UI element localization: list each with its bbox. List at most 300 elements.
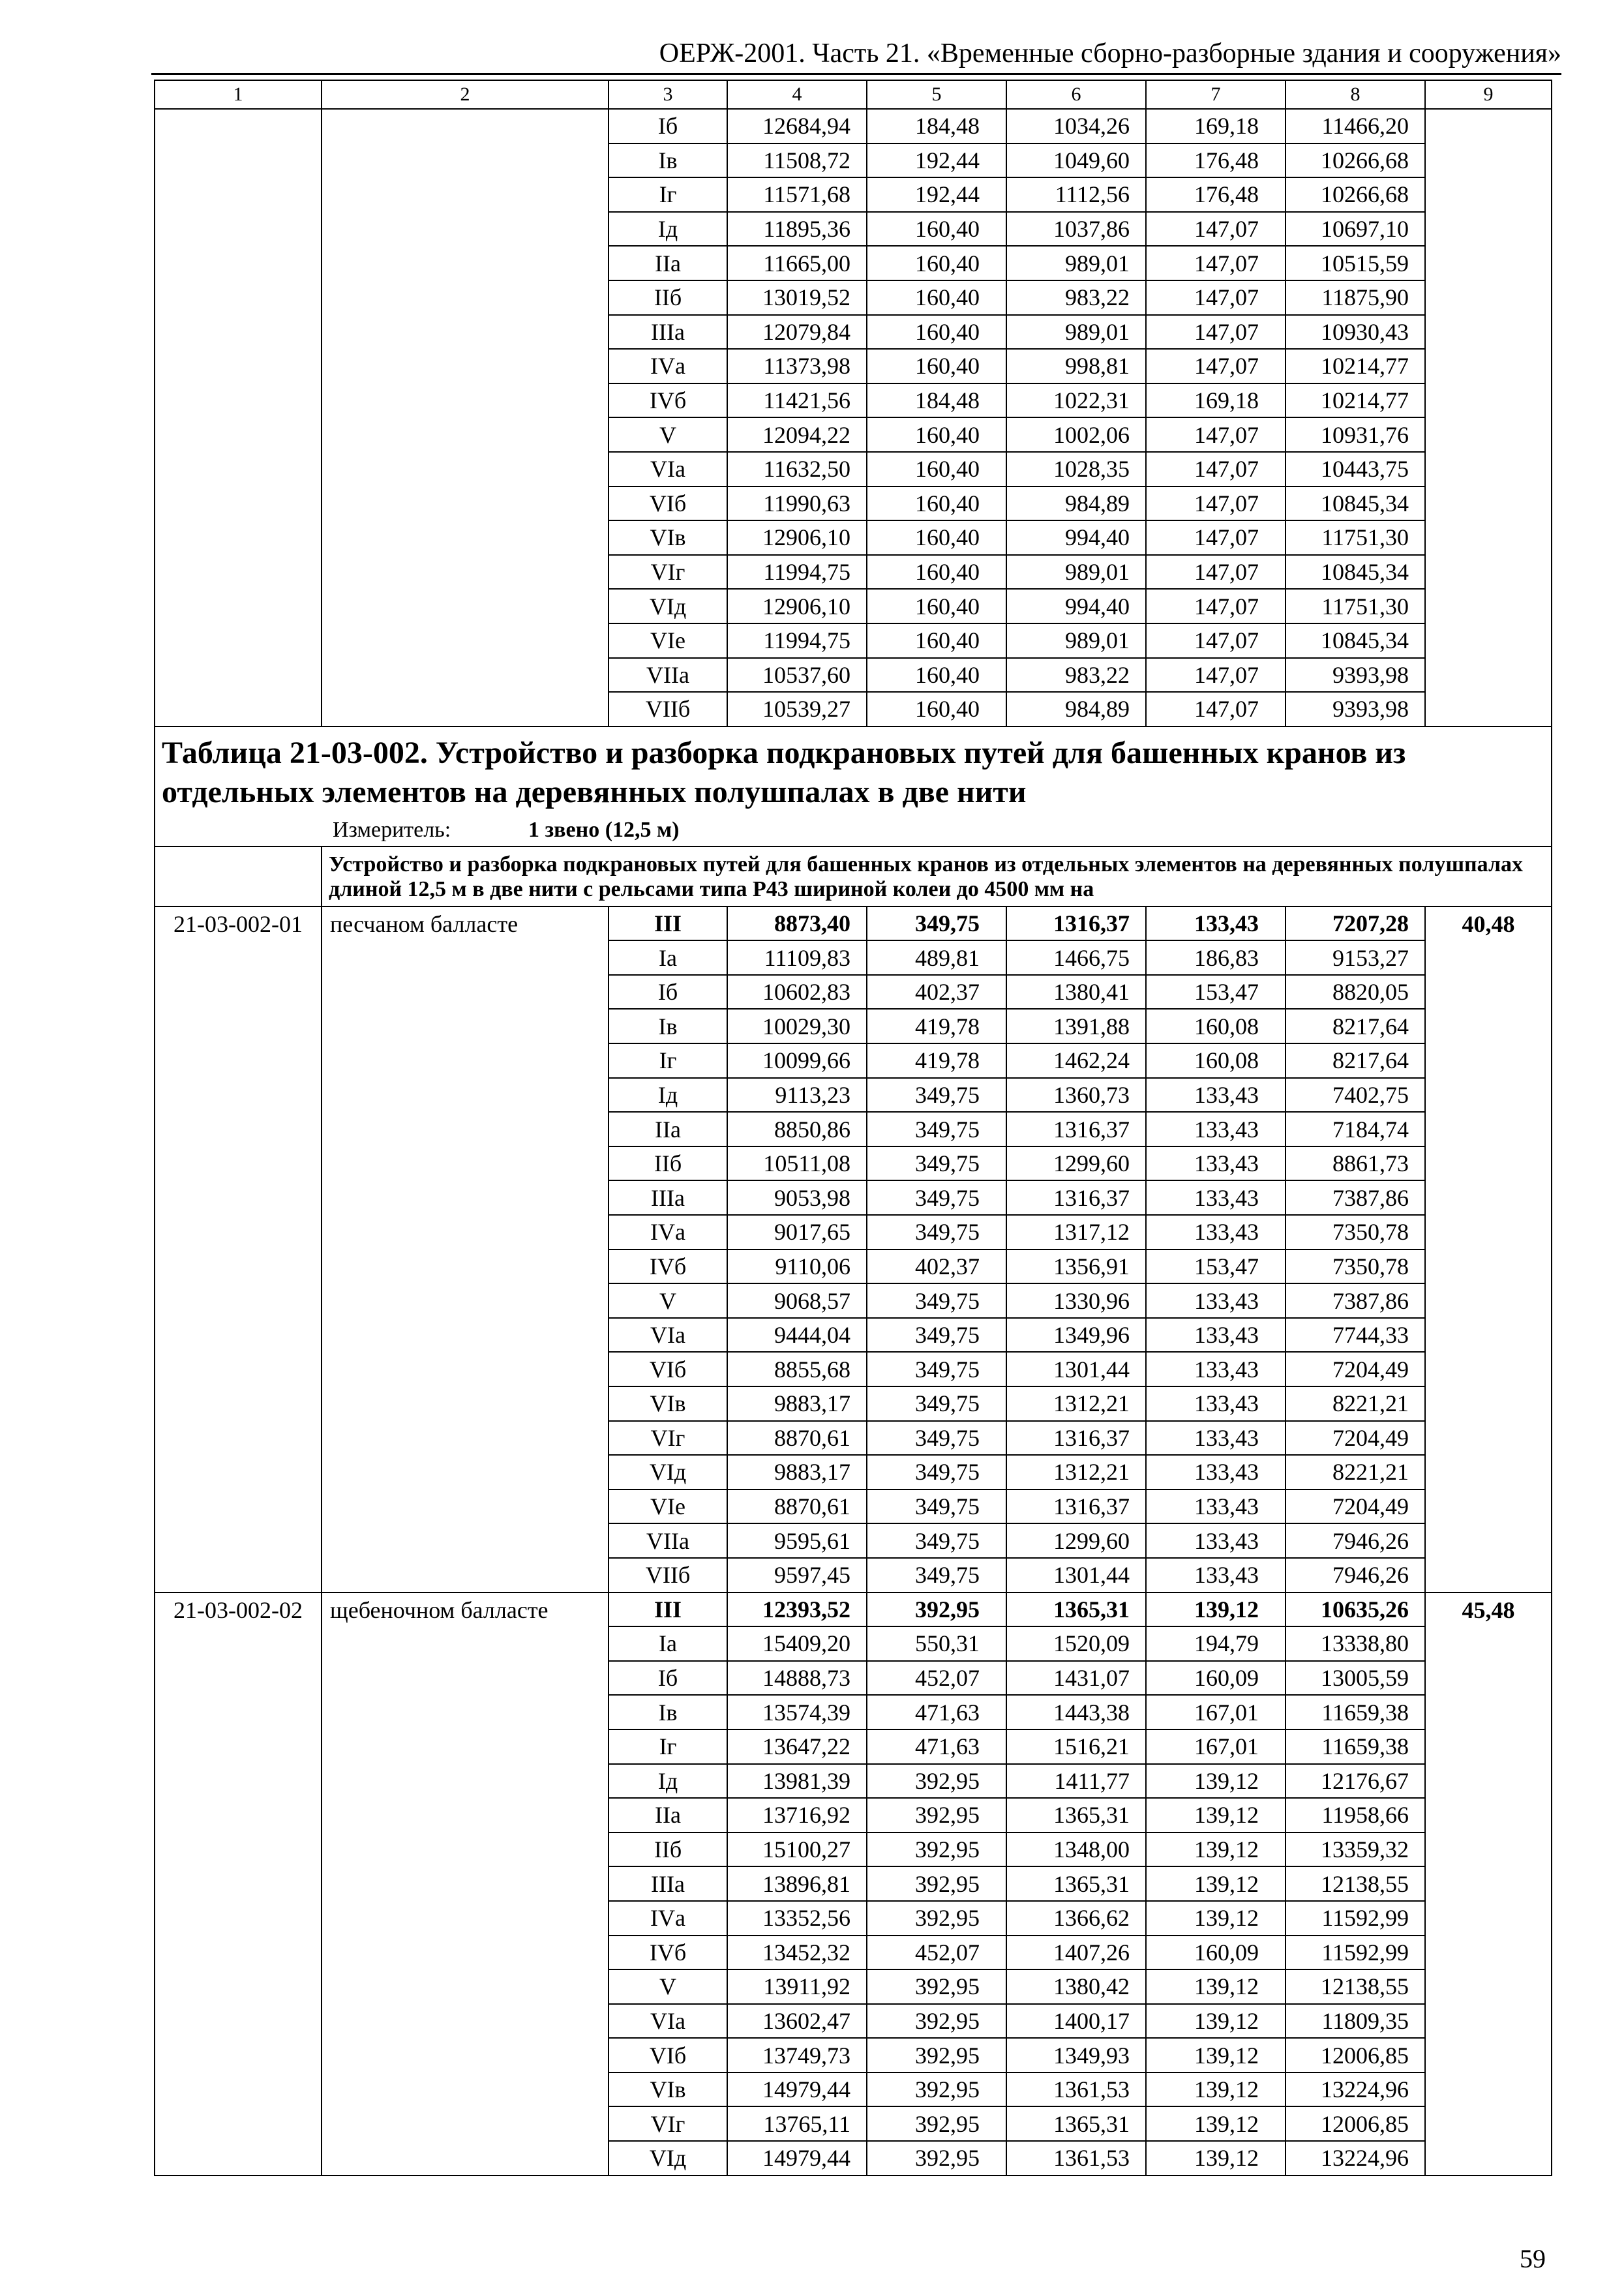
machines-cell: 1365,31	[1006, 1798, 1146, 1833]
total-cost-cell: 11571,68	[727, 177, 867, 212]
column-number: 6	[1006, 80, 1146, 109]
machinists-wages-cell: 147,07	[1146, 280, 1286, 315]
section-description-row	[155, 846, 1552, 906]
materials-cell: 13005,59	[1286, 1661, 1425, 1696]
wages-cell: 160,40	[867, 212, 1006, 247]
page-header-title: ОЕРЖ-2001. Часть 21. «Временные сборно-разборные здания и сооружения»	[659, 38, 1561, 68]
total-cost-cell: 13352,56	[727, 1901, 867, 1936]
total-cost-cell: 15409,20	[727, 1626, 867, 1661]
total-cost-cell: 13574,39	[727, 1695, 867, 1729]
materials-cell: 13224,96	[1286, 2072, 1425, 2107]
materials-cell: 7744,33	[1286, 1318, 1425, 1353]
total-cost-cell: 10602,83	[727, 975, 867, 1010]
wages-cell: 184,48	[867, 109, 1006, 143]
wages-cell: 550,31	[867, 1626, 1006, 1661]
column-number: 4	[727, 80, 867, 109]
table-row	[155, 1593, 1552, 1627]
zone-cell: IVб	[609, 1249, 727, 1284]
machines-cell: 983,22	[1006, 658, 1146, 693]
total-cost-cell: 13896,81	[727, 1866, 867, 1901]
zone-cell: VIе	[609, 1489, 727, 1524]
machinists-wages-cell: 147,07	[1146, 349, 1286, 383]
materials-cell: 12006,85	[1286, 2106, 1425, 2141]
total-cost-cell: 8855,68	[727, 1352, 867, 1386]
total-cost-cell: 14979,44	[727, 2072, 867, 2107]
machines-cell: 989,01	[1006, 555, 1146, 590]
zone-cell: Iа	[609, 940, 727, 975]
zone-cell: Iв	[609, 1695, 727, 1729]
total-cost-cell: 8850,86	[727, 1112, 867, 1146]
zone-cell: VIа	[609, 1318, 727, 1353]
machinists-wages-cell: 139,12	[1146, 1969, 1286, 2004]
machinists-wages-cell: 139,12	[1146, 2141, 1286, 2176]
materials-cell: 10515,59	[1286, 246, 1425, 280]
machines-cell: 1431,07	[1006, 1661, 1146, 1696]
total-cost-cell: 14888,73	[727, 1661, 867, 1696]
machines-cell: 1312,21	[1006, 1386, 1146, 1421]
total-cost-cell: 15100,27	[727, 1833, 867, 1867]
machines-cell: 1400,17	[1006, 2004, 1146, 2039]
machinists-wages-cell: 133,43	[1146, 1558, 1286, 1593]
zone-cell: VIв	[609, 520, 727, 555]
zone-cell: IIб	[609, 1146, 727, 1181]
empty-cell	[155, 846, 322, 906]
zone-cell: V	[609, 1969, 727, 2004]
machinists-wages-cell: 147,07	[1146, 417, 1286, 452]
materials-cell: 10845,34	[1286, 486, 1425, 521]
machinists-wages-cell: 167,01	[1146, 1695, 1286, 1729]
materials-cell: 11659,38	[1286, 1695, 1425, 1729]
total-cost-cell: 12906,10	[727, 520, 867, 555]
total-cost-cell: 12684,94	[727, 109, 867, 143]
materials-cell: 11659,38	[1286, 1729, 1425, 1764]
zone-cell: VIб	[609, 1352, 727, 1386]
description-cell	[322, 109, 609, 726]
materials-cell: 11751,30	[1286, 520, 1425, 555]
total-cost-cell: 9110,06	[727, 1249, 867, 1284]
zone-cell: IIб	[609, 1833, 727, 1867]
wages-cell: 349,75	[867, 1386, 1006, 1421]
total-cost-cell: 12094,22	[727, 417, 867, 452]
machinists-wages-cell: 147,07	[1146, 246, 1286, 280]
machines-cell: 1022,31	[1006, 383, 1146, 418]
wages-cell: 349,75	[867, 1146, 1006, 1181]
machines-cell: 1360,73	[1006, 1078, 1146, 1113]
total-cost-cell: 13981,39	[727, 1764, 867, 1799]
rate-code: 21-03-002-02	[155, 1593, 322, 2176]
rates-table-body	[155, 80, 1552, 2176]
materials-cell: 7204,49	[1286, 1421, 1425, 1456]
labor-norm: 40,48	[1425, 906, 1552, 1593]
machinists-wages-cell: 169,18	[1146, 383, 1286, 418]
zone-cell: V	[609, 417, 727, 452]
total-cost-cell: 13749,73	[727, 2038, 867, 2072]
wages-cell: 160,40	[867, 589, 1006, 623]
materials-cell: 7402,75	[1286, 1078, 1425, 1113]
machines-cell: 1316,37	[1006, 1112, 1146, 1146]
zone-cell: VIб	[609, 2038, 727, 2072]
wages-cell: 160,40	[867, 246, 1006, 280]
zone-cell: IVа	[609, 1215, 727, 1249]
machines-cell: 1299,60	[1006, 1146, 1146, 1181]
materials-cell: 7204,49	[1286, 1352, 1425, 1386]
machines-cell: 1365,31	[1006, 2106, 1146, 2141]
zone-cell: Iв	[609, 143, 727, 178]
total-cost-cell: 13765,11	[727, 2106, 867, 2141]
machines-cell: 1037,86	[1006, 212, 1146, 247]
zone-cell: VIIа	[609, 658, 727, 693]
total-cost-cell: 9053,98	[727, 1180, 867, 1215]
materials-cell: 9153,27	[1286, 940, 1425, 975]
wages-cell: 349,75	[867, 1318, 1006, 1353]
total-cost-cell: 11421,56	[727, 383, 867, 418]
total-cost-cell: 13647,22	[727, 1729, 867, 1764]
zone-cell: VIа	[609, 2004, 727, 2039]
wages-cell: 349,75	[867, 1078, 1006, 1113]
machinists-wages-cell: 147,07	[1146, 520, 1286, 555]
total-cost-cell: 8870,61	[727, 1489, 867, 1524]
zone-cell: IVб	[609, 1936, 727, 1970]
total-cost-cell: 10537,60	[727, 658, 867, 693]
total-cost-cell: 9444,04	[727, 1318, 867, 1353]
wages-cell: 349,75	[867, 906, 1006, 941]
machines-cell: 1466,75	[1006, 940, 1146, 975]
machines-cell: 989,01	[1006, 315, 1146, 350]
materials-cell: 10443,75	[1286, 452, 1425, 486]
wages-cell: 471,63	[867, 1695, 1006, 1729]
machinists-wages-cell: 133,43	[1146, 1078, 1286, 1113]
total-cost-cell: 11508,72	[727, 143, 867, 178]
machinists-wages-cell: 139,12	[1146, 1901, 1286, 1936]
wages-cell: 160,40	[867, 315, 1006, 350]
materials-cell: 7946,26	[1286, 1558, 1425, 1593]
zone-cell: VIIб	[609, 692, 727, 726]
wages-cell: 160,40	[867, 520, 1006, 555]
machinists-wages-cell: 186,83	[1146, 940, 1286, 975]
wages-cell: 160,40	[867, 349, 1006, 383]
wages-cell: 392,95	[867, 2004, 1006, 2039]
total-cost-cell: 10029,30	[727, 1009, 867, 1043]
machinists-wages-cell: 176,48	[1146, 177, 1286, 212]
wages-cell: 392,95	[867, 2141, 1006, 2176]
wages-cell: 349,75	[867, 1112, 1006, 1146]
total-cost-cell: 9595,61	[727, 1523, 867, 1558]
machines-cell: 1316,37	[1006, 906, 1146, 941]
total-cost-cell: 11990,63	[727, 486, 867, 521]
machinists-wages-cell: 147,07	[1146, 452, 1286, 486]
zone-cell: VIв	[609, 1386, 727, 1421]
machinists-wages-cell: 139,12	[1146, 1866, 1286, 1901]
machinists-wages-cell: 160,09	[1146, 1661, 1286, 1696]
machinists-wages-cell: 133,43	[1146, 1352, 1286, 1386]
total-cost-cell: 14979,44	[727, 2141, 867, 2176]
materials-cell: 13224,96	[1286, 2141, 1425, 2176]
wages-cell: 392,95	[867, 2072, 1006, 2107]
machinists-wages-cell: 139,12	[1146, 2004, 1286, 2039]
materials-cell: 10635,26	[1286, 1593, 1425, 1627]
total-cost-cell: 12393,52	[727, 1593, 867, 1627]
total-cost-cell: 11109,83	[727, 940, 867, 975]
machinists-wages-cell: 147,07	[1146, 589, 1286, 623]
total-cost-cell: 8873,40	[727, 906, 867, 941]
machinists-wages-cell: 153,47	[1146, 975, 1286, 1010]
machines-cell: 1312,21	[1006, 1455, 1146, 1489]
materials-cell: 7946,26	[1286, 1523, 1425, 1558]
wages-cell: 160,40	[867, 692, 1006, 726]
zone-cell: IIа	[609, 1798, 727, 1833]
page-number: 59	[1520, 2244, 1546, 2273]
machines-cell: 1349,96	[1006, 1318, 1146, 1353]
machinists-wages-cell: 139,12	[1146, 1593, 1286, 1627]
machinists-wages-cell: 160,08	[1146, 1009, 1286, 1043]
zone-cell: III	[609, 906, 727, 941]
wages-cell: 349,75	[867, 1180, 1006, 1215]
materials-cell: 10845,34	[1286, 623, 1425, 658]
machines-cell: 989,01	[1006, 246, 1146, 280]
machinists-wages-cell: 133,43	[1146, 1283, 1286, 1318]
wages-cell: 392,95	[867, 1593, 1006, 1627]
materials-cell: 12006,85	[1286, 2038, 1425, 2072]
machines-cell: 1411,77	[1006, 1764, 1146, 1799]
machines-cell: 1112,56	[1006, 177, 1146, 212]
machinists-wages-cell: 153,47	[1146, 1249, 1286, 1284]
zone-cell: IIа	[609, 246, 727, 280]
machines-cell: 1348,00	[1006, 1833, 1146, 1867]
zone-cell: VIа	[609, 452, 727, 486]
machinists-wages-cell: 133,43	[1146, 906, 1286, 941]
code-cell	[155, 109, 322, 726]
total-cost-cell: 10511,08	[727, 1146, 867, 1181]
machines-cell: 1349,93	[1006, 2038, 1146, 2072]
machinists-wages-cell: 169,18	[1146, 109, 1286, 143]
wages-cell: 392,95	[867, 2038, 1006, 2072]
column-number: 3	[609, 80, 727, 109]
machinists-wages-cell: 133,43	[1146, 1318, 1286, 1353]
measure-line	[162, 817, 1544, 843]
materials-cell: 12138,55	[1286, 1969, 1425, 2004]
machines-cell: 989,01	[1006, 623, 1146, 658]
norm-cell	[1425, 109, 1552, 726]
zone-cell: IIб	[609, 280, 727, 315]
total-cost-cell: 12079,84	[727, 315, 867, 350]
machinists-wages-cell: 160,08	[1146, 1043, 1286, 1078]
materials-cell: 11809,35	[1286, 2004, 1425, 2039]
materials-cell: 13359,32	[1286, 1833, 1425, 1867]
zone-cell: VIе	[609, 623, 727, 658]
machines-cell: 1443,38	[1006, 1695, 1146, 1729]
wages-cell: 349,75	[867, 1215, 1006, 1249]
total-cost-cell: 12906,10	[727, 589, 867, 623]
materials-cell: 9393,98	[1286, 658, 1425, 693]
wages-cell: 184,48	[867, 383, 1006, 418]
wages-cell: 392,95	[867, 2106, 1006, 2141]
total-cost-cell: 9597,45	[727, 1558, 867, 1593]
zone-cell: Iб	[609, 975, 727, 1010]
machinists-wages-cell: 139,12	[1146, 2038, 1286, 2072]
column-number: 5	[867, 80, 1006, 109]
wages-cell: 160,40	[867, 555, 1006, 590]
machinists-wages-cell: 147,07	[1146, 658, 1286, 693]
zone-cell: Iд	[609, 212, 727, 247]
total-cost-cell: 13716,92	[727, 1798, 867, 1833]
zone-cell: Iб	[609, 109, 727, 143]
zone-cell: VIд	[609, 1455, 727, 1489]
column-number: 8	[1286, 80, 1425, 109]
zone-cell: VIг	[609, 555, 727, 590]
wages-cell: 160,40	[867, 623, 1006, 658]
zone-cell: VIв	[609, 2072, 727, 2107]
section-description: Устройство и разборка подкрановых путей для башенных кранов из отдельных элементов на деревянных полушпалах длиной 12,5 м в две нити с рельсами типа Р43 шириной колеи до 4500 мм на	[322, 846, 1552, 906]
wages-cell: 392,95	[867, 1764, 1006, 1799]
machines-cell: 1049,60	[1006, 143, 1146, 178]
total-cost-cell: 10099,66	[727, 1043, 867, 1078]
wages-cell: 392,95	[867, 1833, 1006, 1867]
materials-cell: 8820,05	[1286, 975, 1425, 1010]
wages-cell: 349,75	[867, 1352, 1006, 1386]
total-cost-cell: 11632,50	[727, 452, 867, 486]
zone-cell: IIIа	[609, 1180, 727, 1215]
wages-cell: 402,37	[867, 975, 1006, 1010]
materials-cell: 8217,64	[1286, 1043, 1425, 1078]
materials-cell: 10697,10	[1286, 212, 1425, 247]
wages-cell: 471,63	[867, 1729, 1006, 1764]
total-cost-cell: 10539,27	[727, 692, 867, 726]
materials-cell: 11751,30	[1286, 589, 1425, 623]
machines-cell: 1407,26	[1006, 1936, 1146, 1970]
total-cost-cell: 9883,17	[727, 1386, 867, 1421]
total-cost-cell: 11895,36	[727, 212, 867, 247]
zone-cell: Iб	[609, 1661, 727, 1696]
machines-cell: 1520,09	[1006, 1626, 1146, 1661]
machines-cell: 998,81	[1006, 349, 1146, 383]
total-cost-cell: 13452,32	[727, 1936, 867, 1970]
machinists-wages-cell: 133,43	[1146, 1215, 1286, 1249]
materials-cell: 7387,86	[1286, 1180, 1425, 1215]
machinists-wages-cell: 147,07	[1146, 212, 1286, 247]
machinists-wages-cell: 176,48	[1146, 143, 1286, 178]
column-number: 7	[1146, 80, 1286, 109]
materials-cell: 11466,20	[1286, 109, 1425, 143]
materials-cell: 7350,78	[1286, 1215, 1425, 1249]
materials-cell: 7184,74	[1286, 1112, 1425, 1146]
rate-description: песчаном балласте	[322, 906, 609, 1593]
wages-cell: 349,75	[867, 1489, 1006, 1524]
wages-cell: 392,95	[867, 1901, 1006, 1936]
column-number: 1	[155, 80, 322, 109]
machines-cell: 1301,44	[1006, 1558, 1146, 1593]
column-number-row	[155, 80, 1552, 109]
machinists-wages-cell: 147,07	[1146, 486, 1286, 521]
total-cost-cell: 9017,65	[727, 1215, 867, 1249]
total-cost-cell: 13911,92	[727, 1969, 867, 2004]
materials-cell: 8221,21	[1286, 1386, 1425, 1421]
machines-cell: 1356,91	[1006, 1249, 1146, 1284]
machines-cell: 1361,53	[1006, 2141, 1146, 2176]
materials-cell: 7204,49	[1286, 1489, 1425, 1524]
materials-cell: 7387,86	[1286, 1283, 1425, 1318]
machinists-wages-cell: 167,01	[1146, 1729, 1286, 1764]
zone-cell: IVа	[609, 349, 727, 383]
machines-cell: 1301,44	[1006, 1352, 1146, 1386]
zone-cell: VIIа	[609, 1523, 727, 1558]
machines-cell: 1391,88	[1006, 1009, 1146, 1043]
zone-cell: IIа	[609, 1112, 727, 1146]
machinists-wages-cell: 139,12	[1146, 2106, 1286, 2141]
total-cost-cell: 9883,17	[727, 1455, 867, 1489]
wages-cell: 349,75	[867, 1455, 1006, 1489]
machinists-wages-cell: 194,79	[1146, 1626, 1286, 1661]
machinists-wages-cell: 139,12	[1146, 2072, 1286, 2107]
materials-cell: 12138,55	[1286, 1866, 1425, 1901]
machines-cell: 1034,26	[1006, 109, 1146, 143]
zone-cell: Iв	[609, 1009, 727, 1043]
wages-cell: 349,75	[867, 1283, 1006, 1318]
zone-cell: VIг	[609, 1421, 727, 1456]
zone-cell: Iд	[609, 1078, 727, 1113]
machines-cell: 1380,41	[1006, 975, 1146, 1010]
machines-cell: 1365,31	[1006, 1866, 1146, 1901]
machines-cell: 1366,62	[1006, 1901, 1146, 1936]
machines-cell: 983,22	[1006, 280, 1146, 315]
machinists-wages-cell: 160,09	[1146, 1936, 1286, 1970]
zone-cell: Iа	[609, 1626, 727, 1661]
zone-cell: VIд	[609, 589, 727, 623]
wages-cell: 392,95	[867, 1969, 1006, 2004]
machines-cell: 1380,42	[1006, 1969, 1146, 2004]
machines-cell: 1002,06	[1006, 417, 1146, 452]
machines-cell: 1299,60	[1006, 1523, 1146, 1558]
wages-cell: 349,75	[867, 1421, 1006, 1456]
machines-cell: 1330,96	[1006, 1283, 1146, 1318]
materials-cell: 10214,77	[1286, 383, 1425, 418]
zone-cell: V	[609, 1283, 727, 1318]
materials-cell: 9393,98	[1286, 692, 1425, 726]
wages-cell: 160,40	[867, 280, 1006, 315]
materials-cell: 10266,68	[1286, 143, 1425, 178]
materials-cell: 10845,34	[1286, 555, 1425, 590]
table-row	[155, 109, 1552, 143]
zone-cell: VIIб	[609, 1558, 727, 1593]
machines-cell: 1462,24	[1006, 1043, 1146, 1078]
machines-cell: 1365,31	[1006, 1593, 1146, 1627]
wages-cell: 419,78	[867, 1043, 1006, 1078]
machines-cell: 984,89	[1006, 486, 1146, 521]
materials-cell: 10930,43	[1286, 315, 1425, 350]
materials-cell: 12176,67	[1286, 1764, 1425, 1799]
materials-cell: 13338,80	[1286, 1626, 1425, 1661]
machines-cell: 1316,37	[1006, 1489, 1146, 1524]
wages-cell: 452,07	[867, 1936, 1006, 1970]
wages-cell: 160,40	[867, 658, 1006, 693]
machines-cell: 994,40	[1006, 520, 1146, 555]
wages-cell: 192,44	[867, 143, 1006, 178]
total-cost-cell: 11994,75	[727, 623, 867, 658]
materials-cell: 11875,90	[1286, 280, 1425, 315]
materials-cell: 11958,66	[1286, 1798, 1425, 1833]
materials-cell: 10931,76	[1286, 417, 1425, 452]
wages-cell: 192,44	[867, 177, 1006, 212]
materials-cell: 7350,78	[1286, 1249, 1425, 1284]
wages-cell: 160,40	[867, 417, 1006, 452]
materials-cell: 11592,99	[1286, 1936, 1425, 1970]
zone-cell: Iг	[609, 177, 727, 212]
machinists-wages-cell: 133,43	[1146, 1523, 1286, 1558]
machinists-wages-cell: 133,43	[1146, 1386, 1286, 1421]
zone-cell: IVа	[609, 1901, 727, 1936]
measure-value: 1 звено (12,5 м)	[528, 817, 680, 842]
rate-code: 21-03-002-01	[155, 906, 322, 1593]
machines-cell: 1316,37	[1006, 1180, 1146, 1215]
